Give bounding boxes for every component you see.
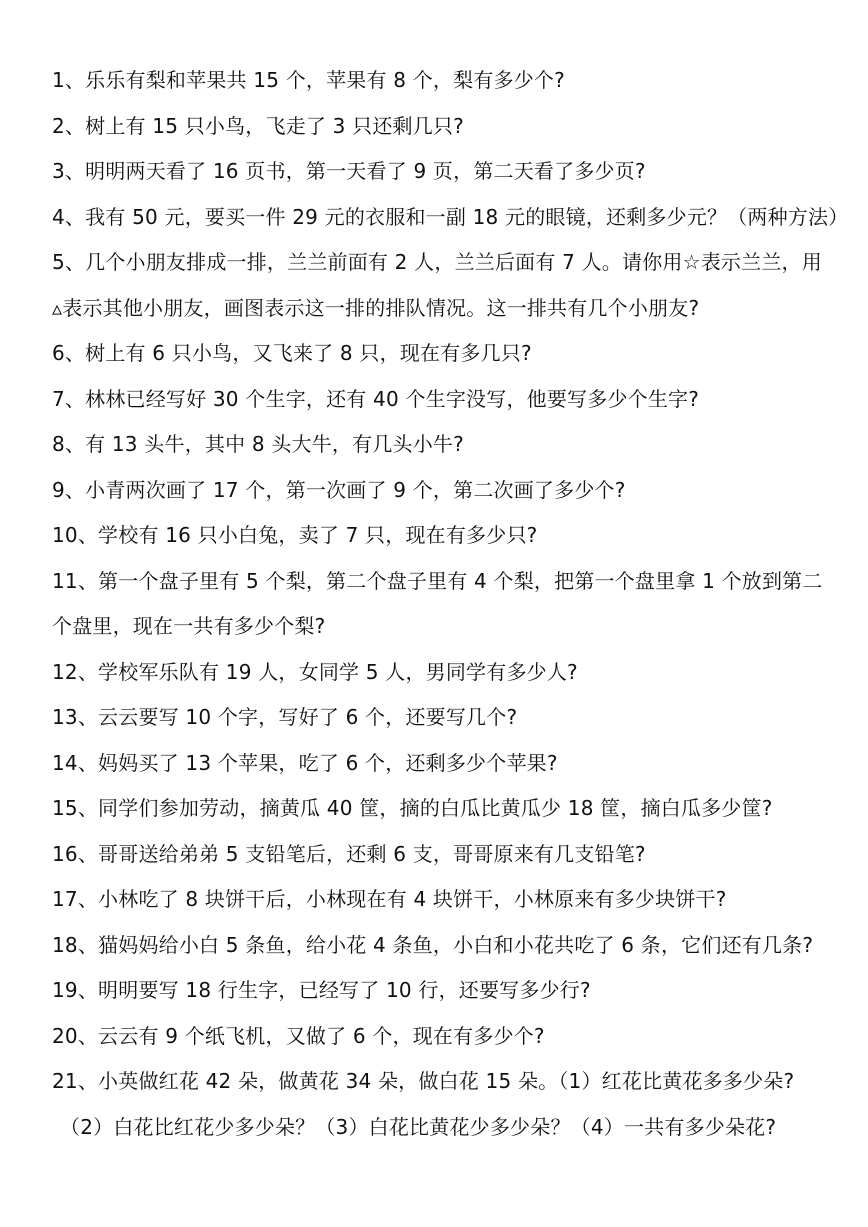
problem-6: 6、树上有 6 只小鸟，又飞来了 8 只，现在有多几只?: [52, 341, 532, 365]
problem-15: 15、同学们参加劳动，摘黄瓜 40 筐，摘的白瓜比黄瓜少 18 筐，摘白瓜多少筐?: [52, 796, 773, 820]
problem-4: 4、我有 50 元，要买一件 29 元的衣服和一副 18 元的眼镜，还剩多少元？（两种方法）: [52, 204, 849, 229]
problem-21-line-1: 21、小英做红花 42 朵，做黄花 34 朵，做白花 15 朵。（1）红花比黄花多多少朵?: [52, 1069, 795, 1093]
problem-1: 1、乐乐有梨和苹果共 15 个，苹果有 8 个，梨有多少个?: [52, 68, 565, 92]
problem-5-line-2: ▵表示其他小朋友，画图表示这一排的排队情况。这一排共有几个小朋友?: [52, 295, 700, 320]
problem-13: 13、云云要写 10 个字，写好了 6 个，还要写几个?: [52, 705, 518, 729]
problem-19: 19、明明要写 18 行生字，已经写了 10 行，还要写多少行?: [52, 978, 591, 1002]
problem-11-line-1: 11、第一个盘子里有 5 个梨，第二个盘子里有 4 个梨，把第一个盘里拿 1 个放到第二: [52, 568, 823, 593]
problem-8: 8、有 13 头牛，其中 8 头大牛，有几头小牛?: [52, 432, 464, 456]
problem-7: 7、林林已经写好 30 个生字，还有 40 个生字没写，他要写多少个生字?: [52, 386, 700, 411]
problem-9: 9、小青两次画了 17 个，第一次画了 9 个，第二次画了多少个?: [52, 477, 626, 502]
problem-11-line-2: 个盘里，现在一共有多少个梨?: [52, 614, 326, 638]
problem-16: 16、哥哥送给弟弟 5 支铅笔后，还剩 6 支，哥哥原来有几支铅笔?: [52, 841, 646, 866]
problem-5-line-1: 5、几个小朋友排成一排，兰兰前面有 2 人，兰兰后面有 7 人。请你用☆表示兰兰，用: [52, 250, 822, 274]
problem-14: 14、妈妈买了 13 个苹果，吃了 6 个，还剩多少个苹果?: [52, 750, 558, 775]
problem-2: 2、树上有 15 只小鸟，飞走了 3 只还剩几只?: [52, 113, 464, 138]
problem-17: 17、小林吃了 8 块饼干后，小林现在有 4 块饼干，小林原来有多少块饼干?: [52, 887, 727, 911]
problem-20: 20、云云有 9 个纸飞机，又做了 6 个，现在有多少个?: [52, 1023, 545, 1048]
problem-12: 12、学校军乐队有 19 人，女同学 5 人，男同学有多少人?: [52, 659, 578, 684]
problem-18: 18、猫妈妈给小白 5 条鱼，给小花 4 条鱼，小白和小花共吃了 6 条，它们还有几条?: [52, 932, 814, 957]
problem-21-line-2: （2）白花比红花少多少朵？（3）白花比黄花少多少朵？（4）一共有多少朵花?: [60, 1114, 777, 1139]
problem-3: 3、明明两天看了 16 页书，第一天看了 9 页，第二天看了多少页?: [52, 159, 646, 183]
problem-10: 10、学校有 16 只小白兔，卖了 7 只，现在有多少只?: [52, 523, 538, 547]
